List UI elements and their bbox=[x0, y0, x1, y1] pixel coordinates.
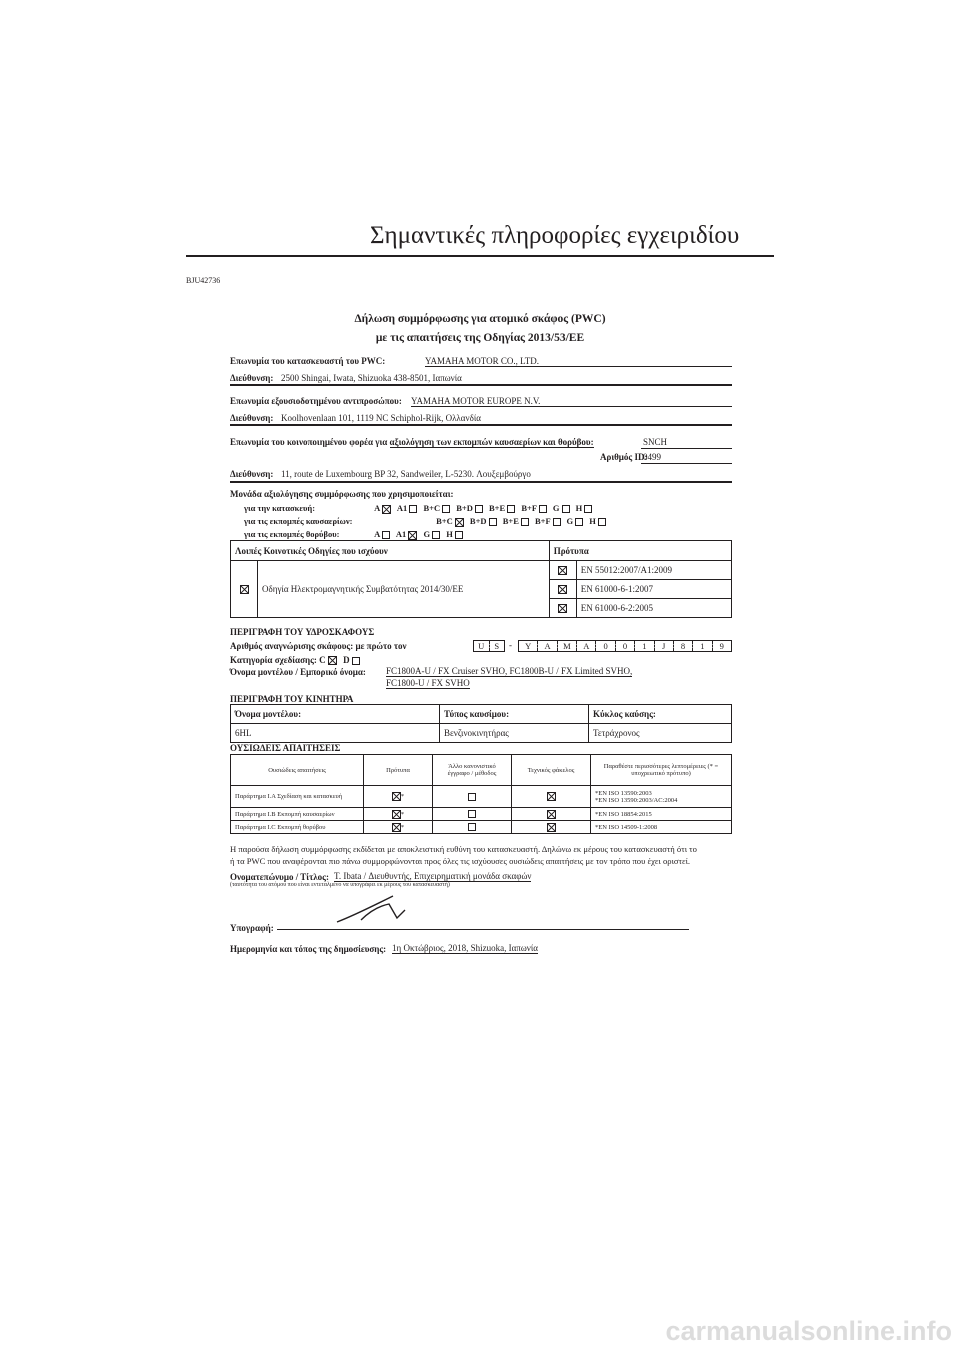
module-option-label: B+E bbox=[489, 503, 508, 513]
date-label: Ημερομηνία και τόπος της δημοσίευσης: bbox=[230, 944, 387, 954]
hin-char: J bbox=[655, 641, 674, 651]
design-category bbox=[230, 655, 360, 665]
module-option bbox=[436, 516, 464, 527]
module-option-label: B+E bbox=[502, 516, 521, 526]
hin-char: 1 bbox=[635, 641, 654, 651]
module-option-label: B+D bbox=[456, 503, 475, 513]
signatory-value: T. Ibata / Διευθυντής, Επιχειρηματική μονάδα σκαφών bbox=[334, 871, 532, 881]
module-option-label: B+D bbox=[469, 516, 489, 526]
module-option-label: A1 bbox=[395, 529, 409, 539]
empty-box-icon bbox=[575, 518, 583, 526]
module-option-label: H bbox=[575, 503, 585, 513]
module-option-label: A bbox=[374, 503, 382, 513]
hin-char: 0 bbox=[596, 641, 615, 651]
module-option bbox=[576, 503, 593, 513]
module-cells bbox=[374, 503, 598, 513]
module-option bbox=[489, 503, 515, 513]
star-mark: * bbox=[400, 792, 405, 800]
module-option bbox=[374, 529, 390, 539]
empty-box-icon bbox=[521, 518, 529, 526]
signatory-label: Ονοματεπώνυμο / Τίτλος: bbox=[230, 872, 329, 882]
engine-cycle: Τετράχρονος bbox=[589, 724, 732, 743]
checked-box-icon bbox=[547, 810, 556, 819]
req-name: Παράρτημα I.B Εκπομπή καυσαερίων bbox=[231, 808, 364, 821]
empty-box-icon bbox=[475, 505, 483, 513]
module-option bbox=[553, 503, 570, 513]
signature-label: Υπογραφή: bbox=[230, 923, 274, 933]
hin-char: 1 bbox=[693, 641, 712, 651]
model-label: Όνομα μοντέλου / Εμπορικό όνομα: bbox=[230, 667, 366, 677]
star-mark: * bbox=[400, 823, 405, 831]
checked-box-icon bbox=[547, 823, 556, 832]
section-rule bbox=[230, 481, 732, 483]
statement-line-2: ή τα PWC που αναφέρονται πιο πάνω συμμορφώνονται προς όλες τις ισχύουσες ουσιώδεις απαιτήσεις με τον τρόπο που έχει οριστεί. bbox=[230, 856, 691, 866]
req-header: Παραθέστε περισσότερες λεπτομέρειες (* = υποχρεωτικό πρότυπο) bbox=[591, 755, 732, 786]
empty-box-icon bbox=[598, 518, 606, 526]
module-option bbox=[456, 503, 483, 513]
checked-box-icon bbox=[558, 566, 567, 575]
module-cells bbox=[374, 529, 469, 539]
module-row-label: για τις εκπομπές θορύβου: bbox=[244, 529, 340, 539]
standards-col-header: Πρότυπα bbox=[549, 541, 731, 561]
notified-body-value: SNCH bbox=[643, 437, 668, 447]
module-option-label: B+F bbox=[535, 516, 553, 526]
module-option bbox=[521, 503, 547, 513]
empty-box-icon bbox=[468, 793, 476, 801]
checked-box-icon bbox=[328, 656, 337, 665]
engine-table bbox=[230, 704, 732, 743]
manufacturer-underline bbox=[425, 366, 732, 367]
section-rule bbox=[230, 424, 732, 426]
req-detail: *EN ISO 13590:2003 bbox=[595, 789, 652, 797]
standard-item: EN 61000-6-2:2005 bbox=[576, 599, 731, 618]
checked-box-icon bbox=[240, 585, 249, 594]
craft-heading: ΠΕΡΙΓΡΑΦΗ ΤΟΥ ΥΔΡΟΣΚΑΦΟΥΣ bbox=[230, 627, 375, 637]
module-row-label: για τις εκπομπές καυσαερίων: bbox=[244, 516, 353, 526]
representative-label: Επωνυμία εξουσιοδοτημένου αντιπροσώπου: bbox=[230, 396, 402, 406]
checked-box-icon bbox=[408, 531, 417, 540]
empty-box-icon bbox=[539, 505, 547, 513]
declaration-heading: Δήλωση συμμόρφωσης για ατομικό σκάφος (PWC) bbox=[354, 313, 606, 325]
checked-box-icon bbox=[382, 505, 391, 514]
req-detail: *EN ISO 14509-1:2008 bbox=[591, 821, 732, 834]
notified-body-underline bbox=[641, 448, 732, 449]
engine-header: Τύπος καυσίμου: bbox=[440, 705, 589, 724]
notified-body-address-label: Διεύθυνση: bbox=[230, 469, 274, 479]
hin-country-boxes bbox=[473, 640, 505, 652]
hin-char: U bbox=[474, 641, 490, 651]
notified-body-label bbox=[230, 437, 594, 447]
directives-table bbox=[230, 540, 732, 618]
category-c: C bbox=[319, 655, 326, 665]
module-option-label: H bbox=[589, 516, 599, 526]
checked-box-icon bbox=[392, 792, 401, 801]
module-option-label: B+F bbox=[521, 503, 539, 513]
statement-line-1: Η παρούσα δήλωση συμμόρφωσης εκδίδεται με αποκλειστική ευθύνη του κατασκευαστή. Δηλώνω εκ μέρους του κατασκευαστή ότι το bbox=[230, 844, 697, 854]
hin-code-boxes bbox=[518, 640, 732, 652]
module-option-label: H bbox=[446, 529, 455, 539]
hin-char: M bbox=[558, 641, 577, 651]
directive-name: Οδηγία Ηλεκτρομαγνητικής Συμβατότητας 2014/30/ΕΕ bbox=[258, 561, 550, 618]
manufacturer-label: Επωνυμία του κατασκευαστή του PWC: bbox=[230, 356, 386, 366]
hin-char: S bbox=[494, 641, 500, 651]
empty-box-icon bbox=[553, 518, 561, 526]
notified-body-id-label: Αριθμός ID: bbox=[600, 452, 648, 462]
engine-model: 6HL bbox=[231, 724, 440, 743]
representative-value: YAMAHA MOTOR EUROPE N.V. bbox=[411, 396, 541, 406]
module-option bbox=[397, 503, 418, 513]
checked-box-icon bbox=[392, 810, 401, 819]
model-line-2: FC1800-U / FX SVHO bbox=[386, 678, 470, 688]
manufacturer-address-label: Διεύθυνση: bbox=[230, 373, 274, 383]
empty-box-icon bbox=[352, 657, 360, 665]
notified-body-id: 0499 bbox=[643, 452, 661, 462]
empty-box-icon bbox=[468, 823, 476, 831]
category-d: D bbox=[343, 655, 350, 665]
engine-header: Κύκλος καύσης: bbox=[589, 705, 732, 724]
model-line-1: FC1800A-U / FX Cruiser SVHO, FC1800B-U / FX Limited SVHO, bbox=[386, 666, 633, 676]
empty-box-icon bbox=[455, 531, 463, 539]
empty-box-icon bbox=[432, 531, 440, 539]
notified-body-label-underlined: αξιολόγηση των εκπομπών καυσαερίων και θορύβου: bbox=[389, 437, 594, 447]
req-name: Παράρτημα I.A Σχεδίαση και κατασκευή bbox=[231, 786, 364, 808]
module-option bbox=[374, 503, 391, 514]
requirements-heading: ΟΥΣΙΩΔΕΙΣ ΑΠΑΙΤΗΣΕΙΣ bbox=[230, 743, 341, 753]
directive-checkbox bbox=[231, 561, 258, 618]
standard-item: EN 61000-6-1:2007 bbox=[576, 580, 731, 599]
module-option bbox=[567, 516, 584, 526]
req-detail: *EN ISO 13590:2003/AC:2004 bbox=[595, 796, 678, 804]
req-name: Παράρτημα I.C Εκπομπή θορύβου bbox=[231, 821, 364, 834]
section-rule bbox=[230, 384, 732, 386]
module-heading: Μονάδα αξιολόγησης συμμόρφωσης που χρησιμοποιείται: bbox=[230, 489, 454, 499]
empty-box-icon bbox=[584, 505, 592, 513]
engine-header: Όνομα μοντέλου: bbox=[231, 705, 440, 724]
empty-box-icon bbox=[468, 810, 476, 818]
module-option-label: A bbox=[374, 529, 382, 539]
req-header: Άλλο κανονιστικό έγγραφο / μέθοδος bbox=[433, 755, 512, 786]
notified-body-address: 11, route de Luxembourg BP 32, Sandweiler, L-5230. Λουξεμβούργο bbox=[281, 469, 531, 479]
title-rule bbox=[186, 255, 774, 257]
req-detail: *EN ISO 18854:2015 bbox=[591, 808, 732, 821]
engine-fuel: Βενζινοκινητήρας bbox=[440, 724, 589, 743]
signature-icon bbox=[333, 892, 413, 932]
page-title: Σημαντικές πληροφορίες εγχειριδίου bbox=[370, 222, 740, 249]
checked-box-icon bbox=[455, 518, 464, 527]
hin-dash: - bbox=[509, 640, 512, 650]
req-header: Πρότυπα bbox=[364, 755, 433, 786]
requirements-table bbox=[230, 754, 732, 834]
checked-box-icon bbox=[547, 792, 556, 801]
engine-heading: ΠΕΡΙΓΡΑΦΗ ΤΟΥ ΚΙΝΗΤΗΡΑ bbox=[230, 694, 354, 704]
declaration-subheading: με τις απαιτήσεις της Οδηγίας 2013/53/ΕΕ bbox=[375, 332, 585, 344]
module-row-construction bbox=[244, 503, 598, 514]
module-option bbox=[423, 529, 440, 539]
hin-char: A bbox=[577, 641, 596, 651]
representative-address-label: Διεύθυνση: bbox=[230, 413, 274, 423]
req-header: Τεχνικός φάκελος bbox=[512, 755, 591, 786]
date-value: 1η Οκτώβριος, 2018, Shizuoka, Ιαπωνία bbox=[392, 943, 538, 953]
doc-code: BJU42736 bbox=[186, 276, 221, 285]
hin-char: 9 bbox=[719, 641, 724, 651]
module-option-label: B+C bbox=[423, 503, 443, 513]
hin-char: Y bbox=[519, 641, 538, 651]
design-category-label: Κατηγορία σχεδίασης: bbox=[230, 655, 317, 665]
module-option-label: B+C bbox=[436, 516, 455, 526]
notified-body-id-underline bbox=[641, 463, 732, 464]
hin-char: 8 bbox=[674, 641, 693, 651]
module-option bbox=[423, 503, 450, 513]
checked-box-icon bbox=[392, 823, 401, 832]
module-option bbox=[503, 516, 529, 526]
checked-box-icon bbox=[558, 585, 567, 594]
module-option-label: G bbox=[423, 529, 433, 539]
hin-label: Αριθμός αναγνώρισης σκάφους: με πρώτο τον bbox=[230, 641, 407, 651]
module-option bbox=[535, 516, 561, 526]
module-option-label: A1 bbox=[396, 503, 410, 513]
star-mark: * bbox=[400, 810, 405, 818]
hin-char: 0 bbox=[616, 641, 635, 651]
empty-box-icon bbox=[382, 531, 390, 539]
standard-item: EN 55012:2007/A1:2009 bbox=[576, 561, 731, 580]
module-option bbox=[470, 516, 497, 526]
module-option bbox=[589, 516, 606, 526]
empty-box-icon bbox=[562, 505, 570, 513]
checked-box-icon bbox=[558, 604, 567, 613]
watermark: carmanualsonline.info bbox=[665, 1316, 952, 1346]
empty-box-icon bbox=[442, 505, 450, 513]
empty-box-icon bbox=[409, 505, 417, 513]
manufacturer-value: YAMAHA MOTOR CO., LTD. bbox=[425, 356, 540, 366]
directives-col-header: Λοιπές Κοινοτικές Οδηγίες που ισχύουν bbox=[231, 541, 550, 561]
module-option-label: G bbox=[566, 516, 576, 526]
manufacturer-address: 2500 Shingai, Iwata, Shizuoka 438-8501, Ιαπωνία bbox=[281, 373, 462, 383]
empty-box-icon bbox=[489, 518, 497, 526]
representative-underline bbox=[411, 406, 732, 407]
req-header: Ουσιώδεις απαιτήσεις bbox=[231, 755, 364, 786]
module-row-label: για την κατασκευή: bbox=[244, 503, 316, 513]
notified-body-label-pre: Επωνυμία του κοινοποιημένου φορέα για bbox=[230, 437, 390, 447]
signatory-note: (ταυτότητα του ατόμου που είναι εντεταλμένο να υπογράφει εκ μέρους του κατασκευαστή) bbox=[230, 882, 450, 888]
module-option-label: G bbox=[552, 503, 562, 513]
module-row-exhaust bbox=[244, 516, 612, 527]
module-option bbox=[396, 529, 418, 540]
representative-address: Koolhovenlaan 101, 1119 NC Schiphol-Rijk, Ολλανδία bbox=[281, 413, 481, 423]
empty-box-icon bbox=[507, 505, 515, 513]
module-cells bbox=[436, 516, 612, 526]
hin-char: A bbox=[538, 641, 557, 651]
module-option bbox=[446, 529, 463, 539]
module-row-noise bbox=[244, 529, 469, 540]
